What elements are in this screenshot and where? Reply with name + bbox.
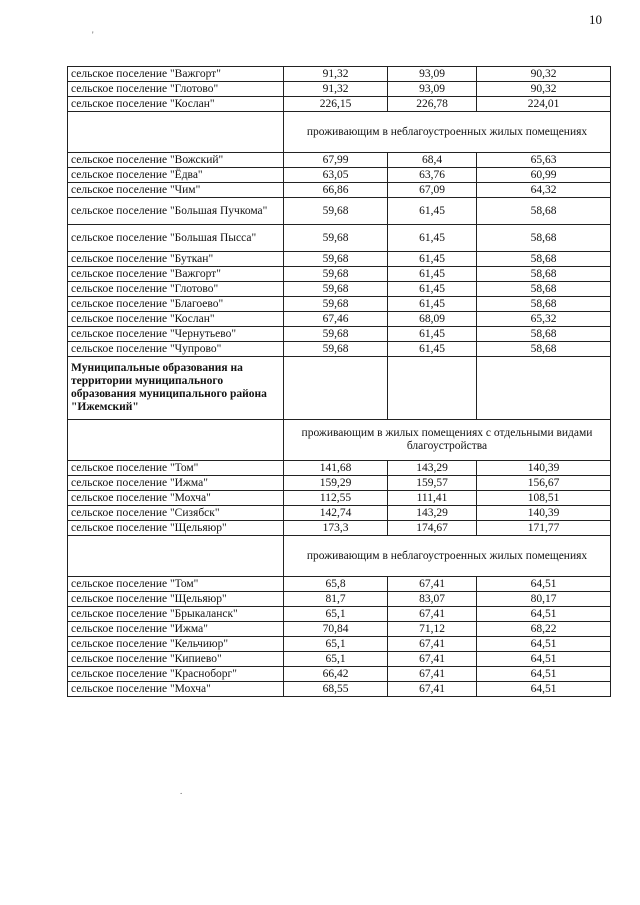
settlement-name: сельское поселение "Том" (68, 577, 284, 592)
value-cell-3: 58,68 (477, 282, 611, 297)
value-cell-2: 67,41 (388, 577, 477, 592)
table-row (68, 282, 611, 297)
value-cell-3: 65,32 (477, 312, 611, 327)
empty-cell (284, 357, 388, 420)
settlement-name: сельское поселение "Сизябск" (68, 506, 284, 521)
value-cell-2: 63,76 (388, 168, 477, 183)
settlement-name: сельское поселение "Глотово" (68, 82, 284, 97)
value-cell-1: 70,84 (284, 622, 388, 637)
value-cell-1: 68,55 (284, 682, 388, 697)
value-cell-3: 64,51 (477, 652, 611, 667)
table-row (68, 153, 611, 168)
table-row (68, 607, 611, 622)
value-cell-1: 63,05 (284, 168, 388, 183)
settlement-name: сельское поселение "Кослан" (68, 97, 284, 112)
table-row (68, 327, 611, 342)
empty-cell (388, 357, 477, 420)
value-cell-1: 173,3 (284, 521, 388, 536)
section-heading-spacer (68, 112, 284, 153)
value-cell-2: 174,67 (388, 521, 477, 536)
value-cell-1: 59,68 (284, 282, 388, 297)
table-row (68, 312, 611, 327)
value-cell-1: 59,68 (284, 252, 388, 267)
scan-speck: ' (92, 30, 94, 40)
settlement-name: сельское поселение "Кослан" (68, 312, 284, 327)
value-cell-3: 171,77 (477, 521, 611, 536)
value-cell-3: 68,22 (477, 622, 611, 637)
value-cell-1: 226,15 (284, 97, 388, 112)
value-cell-2: 67,41 (388, 667, 477, 682)
value-cell-3: 58,68 (477, 225, 611, 252)
tariff-table-body (68, 67, 611, 697)
value-cell-3: 58,68 (477, 342, 611, 357)
value-cell-2: 67,41 (388, 682, 477, 697)
value-cell-1: 66,42 (284, 667, 388, 682)
value-cell-1: 65,1 (284, 652, 388, 667)
value-cell-1: 59,68 (284, 342, 388, 357)
value-cell-1: 59,68 (284, 225, 388, 252)
table-row (68, 521, 611, 536)
value-cell-1: 67,99 (284, 153, 388, 168)
value-cell-3: 90,32 (477, 82, 611, 97)
table-row (68, 506, 611, 521)
table-row (68, 622, 611, 637)
table-row (68, 461, 611, 476)
table-row (68, 476, 611, 491)
value-cell-2: 61,45 (388, 252, 477, 267)
settlement-name: сельское поселение "Ижма" (68, 622, 284, 637)
value-cell-3: 108,51 (477, 491, 611, 506)
value-cell-2: 67,41 (388, 637, 477, 652)
settlement-name: сельское поселение "Красноборг" (68, 667, 284, 682)
table-row (68, 252, 611, 267)
value-cell-1: 59,68 (284, 198, 388, 225)
value-cell-3: 80,17 (477, 592, 611, 607)
table-row (68, 297, 611, 312)
page-number: 10 (589, 12, 602, 27)
settlement-name: сельское поселение "Щельяюр" (68, 521, 284, 536)
settlement-name: сельское поселение "Щельяюр" (68, 592, 284, 607)
value-cell-2: 143,29 (388, 506, 477, 521)
value-cell-1: 59,68 (284, 297, 388, 312)
settlement-name: сельское поселение "Чернутьево" (68, 327, 284, 342)
value-cell-3: 140,39 (477, 506, 611, 521)
table-row (68, 67, 611, 82)
value-cell-1: 81,7 (284, 592, 388, 607)
value-cell-2: 111,41 (388, 491, 477, 506)
value-cell-2: 61,45 (388, 342, 477, 357)
value-cell-1: 66,86 (284, 183, 388, 198)
settlement-name: сельское поселение "Том" (68, 461, 284, 476)
value-cell-3: 64,51 (477, 607, 611, 622)
section-heading: проживающим в неблагоустроенных жилых помещениях (284, 536, 611, 577)
value-cell-3: 64,51 (477, 667, 611, 682)
settlement-name: сельское поселение "Кипиево" (68, 652, 284, 667)
value-cell-3: 64,51 (477, 637, 611, 652)
value-cell-1: 59,68 (284, 267, 388, 282)
value-cell-1: 91,32 (284, 82, 388, 97)
section-heading-row (68, 420, 611, 461)
tariff-table (67, 66, 611, 697)
section-heading-row (68, 536, 611, 577)
settlement-name: сельское поселение "Большая Пучкома" (68, 198, 284, 225)
value-cell-1: 65,1 (284, 607, 388, 622)
settlement-name: сельское поселение "Мохча" (68, 491, 284, 506)
table-row (68, 168, 611, 183)
table-row (68, 652, 611, 667)
value-cell-3: 58,68 (477, 297, 611, 312)
settlement-name: сельское поселение "Вожский" (68, 153, 284, 168)
section-heading-spacer (68, 420, 284, 461)
settlement-name: сельское поселение "Брыкаланск" (68, 607, 284, 622)
value-cell-3: 156,67 (477, 476, 611, 491)
empty-cell (477, 357, 611, 420)
section-heading-row (68, 112, 611, 153)
table-row (68, 577, 611, 592)
table-row (68, 97, 611, 112)
settlement-name: сельское поселение "Мохча" (68, 682, 284, 697)
table-row (68, 342, 611, 357)
value-cell-2: 83,07 (388, 592, 477, 607)
value-cell-2: 93,09 (388, 67, 477, 82)
table-row (68, 225, 611, 252)
settlement-name: сельское поселение "Ижма" (68, 476, 284, 491)
value-cell-1: 67,46 (284, 312, 388, 327)
section-heading: проживающим в неблагоустроенных жилых помещениях (284, 112, 611, 153)
value-cell-2: 61,45 (388, 297, 477, 312)
value-cell-2: 93,09 (388, 82, 477, 97)
settlement-name: сельское поселение "Чупрово" (68, 342, 284, 357)
settlement-name: сельское поселение "Кельчиюр" (68, 637, 284, 652)
value-cell-2: 71,12 (388, 622, 477, 637)
settlement-name: сельское поселение "Большая Пысса" (68, 225, 284, 252)
scan-speck: . (180, 786, 183, 796)
settlement-name: сельское поселение "Важгорт" (68, 267, 284, 282)
settlement-name: сельское поселение "Глотово" (68, 282, 284, 297)
settlement-name: сельское поселение "Буткан" (68, 252, 284, 267)
value-cell-1: 159,29 (284, 476, 388, 491)
value-cell-3: 224,01 (477, 97, 611, 112)
value-cell-3: 140,39 (477, 461, 611, 476)
value-cell-2: 226,78 (388, 97, 477, 112)
value-cell-1: 65,1 (284, 637, 388, 652)
table-row (68, 82, 611, 97)
value-cell-3: 64,51 (477, 682, 611, 697)
value-cell-1: 112,55 (284, 491, 388, 506)
value-cell-3: 58,68 (477, 327, 611, 342)
settlement-name: сельское поселение "Ёдва" (68, 168, 284, 183)
table-row (68, 682, 611, 697)
value-cell-3: 58,68 (477, 252, 611, 267)
value-cell-2: 159,57 (388, 476, 477, 491)
table-row (68, 592, 611, 607)
value-cell-2: 61,45 (388, 282, 477, 297)
value-cell-2: 67,41 (388, 607, 477, 622)
value-cell-2: 68,09 (388, 312, 477, 327)
section-heading-spacer (68, 536, 284, 577)
value-cell-2: 61,45 (388, 267, 477, 282)
table-row (68, 637, 611, 652)
value-cell-2: 67,41 (388, 652, 477, 667)
value-cell-1: 141,68 (284, 461, 388, 476)
value-cell-2: 68,4 (388, 153, 477, 168)
value-cell-1: 59,68 (284, 327, 388, 342)
value-cell-3: 60,99 (477, 168, 611, 183)
settlement-name: сельское поселение "Чим" (68, 183, 284, 198)
value-cell-3: 64,32 (477, 183, 611, 198)
value-cell-3: 90,32 (477, 67, 611, 82)
value-cell-3: 58,68 (477, 198, 611, 225)
value-cell-1: 91,32 (284, 67, 388, 82)
settlement-name: сельское поселение "Благоево" (68, 297, 284, 312)
table-row (68, 267, 611, 282)
table-row (68, 183, 611, 198)
value-cell-2: 61,45 (388, 225, 477, 252)
table-row (68, 667, 611, 682)
value-cell-3: 58,68 (477, 267, 611, 282)
section-heading: проживающим в жилых помещениях с отдельными видами благоустройства (284, 420, 611, 461)
region-title: Муниципальные образования на территории муниципального образования муниципального района "Ижемский" (68, 357, 284, 420)
value-cell-1: 65,8 (284, 577, 388, 592)
table-row (68, 491, 611, 506)
region-row (68, 357, 611, 420)
value-cell-2: 143,29 (388, 461, 477, 476)
value-cell-2: 67,09 (388, 183, 477, 198)
table-row (68, 198, 611, 225)
value-cell-3: 64,51 (477, 577, 611, 592)
settlement-name: сельское поселение "Важгорт" (68, 67, 284, 82)
value-cell-2: 61,45 (388, 198, 477, 225)
value-cell-2: 61,45 (388, 327, 477, 342)
value-cell-1: 142,74 (284, 506, 388, 521)
value-cell-3: 65,63 (477, 153, 611, 168)
